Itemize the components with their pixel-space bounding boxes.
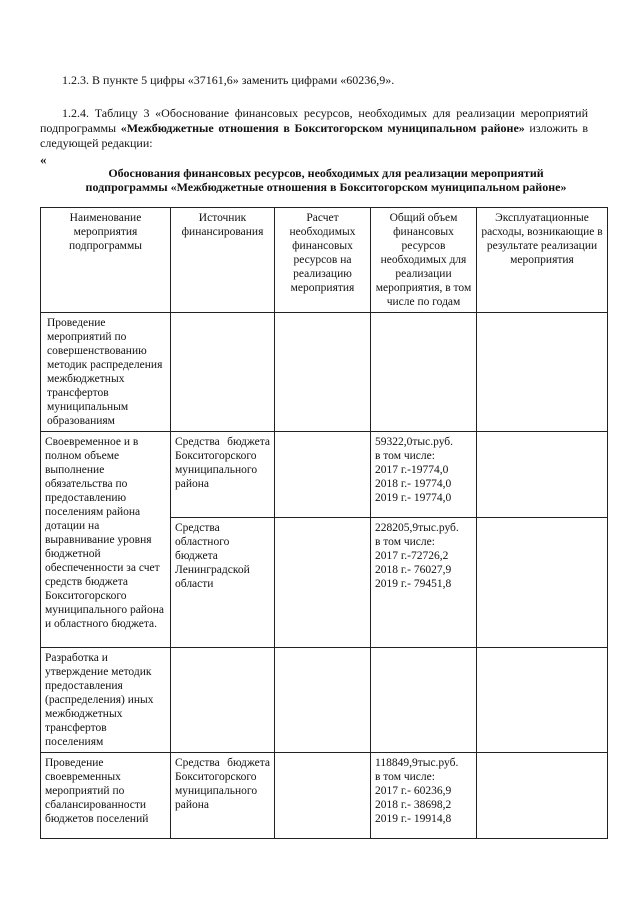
table-title — [40, 166, 612, 194]
row-4-activity: Проведение своевременных мероприятий по сбалансированности бюджетов поселений — [41, 753, 171, 839]
paragraph-1-2-4-end: изложить в следующей редакции: — [40, 121, 588, 150]
paragraph-1-2-4-bold: «Межбюджетные отношения в Бокситогорском муниципальном районе» — [120, 121, 525, 135]
table-title-line-2: подпрограммы «Межбюджетные отношения в Бокситогорском муниципальном районе» — [85, 180, 567, 194]
row-2-operating-local — [477, 432, 608, 518]
row-2-total-local: 59322,0тыс.руб. в том числе: 2017 г.-19774,0 2018 г.- 19774,0 2019 г.- 19774,0 — [371, 432, 477, 518]
paragraph-1-2-4-start: 1.2.4. Таблицу 3 «Обоснование финансовых ресурсов, необходимых для реализации мероприятий подпрограммы — [40, 106, 588, 135]
row-1-operating — [477, 313, 608, 432]
header-operating-costs: Эксплуатационные расходы, возникающие в результате реализации мероприятия — [477, 208, 608, 313]
header-total-volume: Общий объем финансовых ресурсов необходимых для реализации мероприятия, в том числе по годам — [371, 208, 477, 313]
row-2-source-regional: Средства областного бюджета Ленинградской области — [171, 518, 275, 648]
row-2-source-local: Средства бюджета Бокситогорского муниципального района — [171, 432, 275, 518]
row-2-total-regional: 228205,9тыс.руб. в том числе: 2017 г.-72726,2 2018 г.- 76027,9 2019 г.- 79451,8 — [371, 518, 477, 648]
row-4-calculation — [275, 753, 371, 839]
table-header-row — [41, 208, 608, 313]
row-2-operating-regional — [477, 518, 608, 648]
paragraph-1-2-3: 1.2.3. В пункте 5 цифры «37161,6» заменить цифрами «60236,9». — [62, 73, 395, 87]
row-2-calculation-local — [275, 432, 371, 518]
row-3-operating — [477, 648, 608, 753]
row-1-activity: Проведение мероприятий по совершенствованию методик распределения межбюджетных трансфертов муниципальным образованиям — [41, 313, 171, 432]
row-3-source — [171, 648, 275, 753]
row-3-calculation — [275, 648, 371, 753]
table-row — [41, 648, 608, 753]
header-resource-calculation: Расчет необходимых финансовых ресурсов на реализацию мероприятия — [275, 208, 371, 313]
row-4-source: Средства бюджета Бокситогорского муниципального района — [171, 753, 275, 839]
row-1-total — [371, 313, 477, 432]
paragraph-1-2-4 — [40, 106, 588, 151]
financial-resources-table — [40, 207, 608, 839]
row-2-activity: Своевременное и в полном объеме выполнение обязательства по предоставлению поселениям района дотации на выравнивание уровня бюджетной обеспеченности за счет средств бюджета Бокситогорского муниципального района и областного бюджета. — [41, 432, 171, 648]
row-2-calculation-regional — [275, 518, 371, 648]
row-3-total — [371, 648, 477, 753]
row-1-source — [171, 313, 275, 432]
header-funding-source: Источник финансирования — [171, 208, 275, 313]
table-row — [41, 432, 608, 518]
opening-quote-mark: « — [40, 152, 47, 167]
row-1-calculation — [275, 313, 371, 432]
row-3-activity: Разработка и утверждение методик предоставления (распределения) иных межбюджетных трансфертов поселениям — [41, 648, 171, 753]
table-row — [41, 753, 608, 839]
row-4-total: 118849,9тыс.руб. в том числе: 2017 г.- 60236,9 2018 г.- 38698,2 2019 г.- 19914,8 — [371, 753, 477, 839]
header-activity-name: Наименование мероприятия подпрограммы — [41, 208, 171, 313]
table-row — [41, 313, 608, 432]
table-title-line-1: Обоснования финансовых ресурсов, необходимых для реализации мероприятий — [108, 166, 544, 180]
row-4-operating — [477, 753, 608, 839]
